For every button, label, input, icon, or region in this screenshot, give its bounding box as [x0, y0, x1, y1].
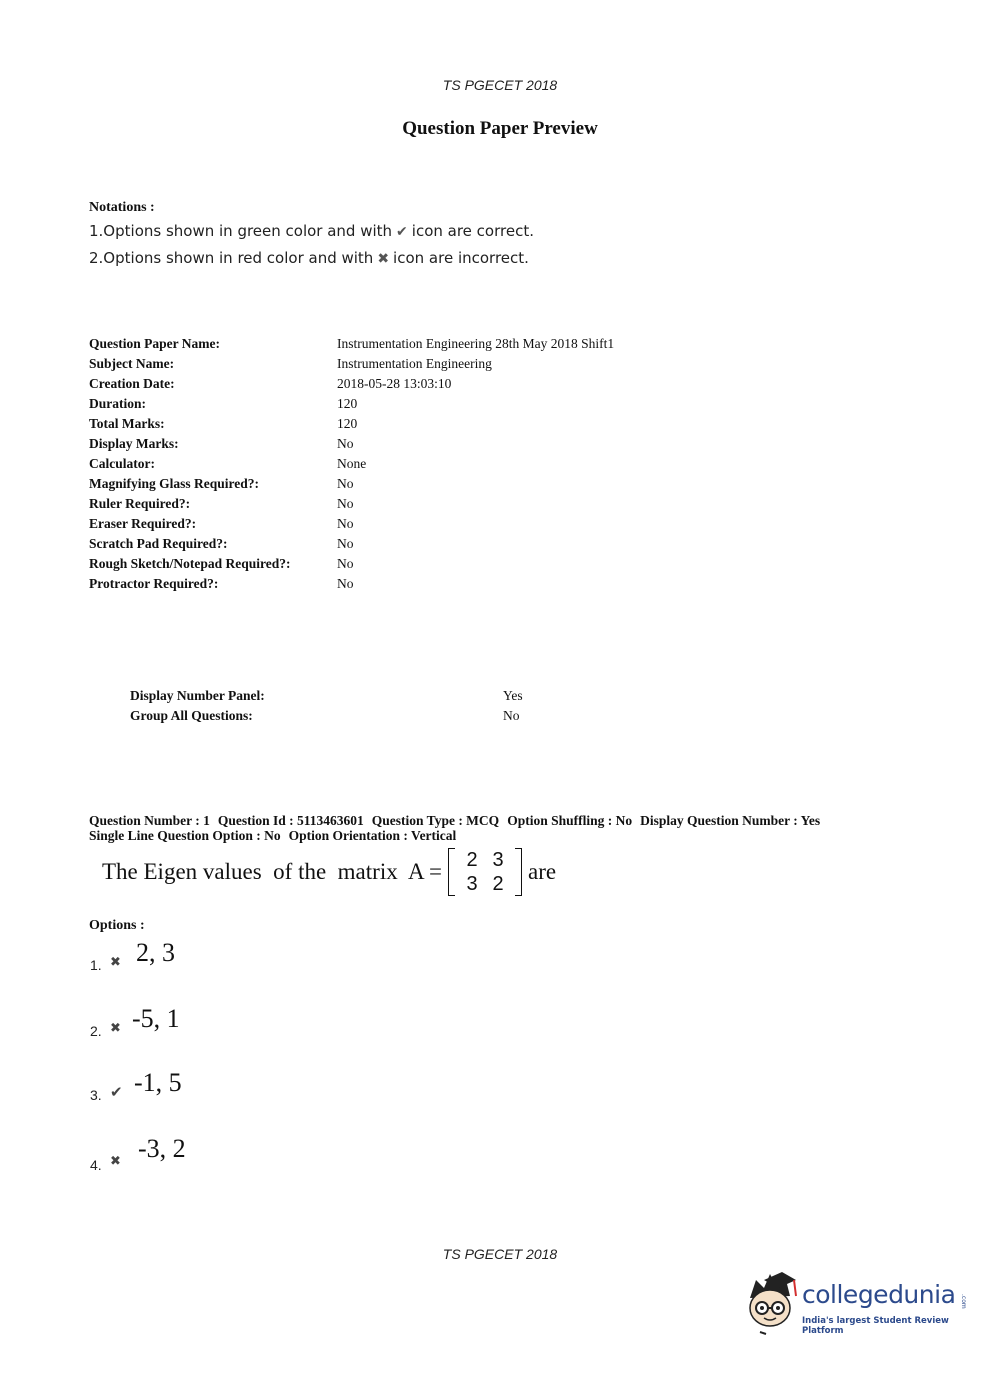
mascot-icon [742, 1270, 798, 1336]
notation-text: icon are correct. [411, 222, 534, 240]
matrix-entry: 3 [466, 873, 478, 895]
check-icon: ✔ [396, 224, 408, 240]
info-value: No [337, 476, 354, 491]
info-value: No [337, 576, 354, 591]
info-value: No [337, 496, 354, 511]
matrix-left-bracket [448, 848, 455, 896]
info-value: 120 [337, 396, 358, 411]
cross-icon: ✖ [110, 1153, 121, 1168]
info-label: Ruler Required?: [89, 496, 191, 511]
option-text: -1, 5 [134, 1068, 182, 1097]
info-value: Instrumentation Engineering [337, 356, 492, 371]
info-value: 2018-05-28 13:03:10 [337, 376, 452, 391]
cross-icon: ✖ [377, 251, 390, 267]
option-text: -5, 1 [132, 1004, 180, 1033]
info-label: Display Marks: [89, 436, 179, 451]
info-value: No [337, 516, 354, 531]
panel-value: No [503, 708, 520, 723]
question-meta-line1 [89, 813, 828, 828]
display-question-number: Display Question Number : Yes [640, 813, 821, 828]
question-text-before: The Eigen values of the matrix A = [102, 859, 443, 884]
notation-line-incorrect [89, 249, 529, 267]
question-text-after: are [528, 859, 557, 884]
footer-exam-tag: TS PGECET 2018 [442, 1246, 558, 1262]
collegedunia-logo [742, 1270, 972, 1340]
cross-icon: ✖ [110, 1020, 121, 1035]
notations-heading: Notations : [89, 200, 155, 215]
matrix-entries [455, 848, 515, 896]
option-number: 2. [90, 1023, 102, 1039]
header-exam-tag: TS PGECET 2018 [442, 77, 558, 93]
logo-tagline: India's largest Student Review Platform [802, 1316, 949, 1336]
option-shuffling: Option Shuffling : No [507, 813, 633, 828]
page-title: Question Paper Preview [402, 118, 598, 139]
info-label: Creation Date: [89, 376, 175, 391]
info-label: Scratch Pad Required?: [89, 536, 228, 551]
info-value: No [337, 556, 354, 571]
cross-icon: ✖ [110, 954, 121, 969]
panel-value: Yes [503, 688, 523, 703]
info-label: Question Paper Name: [89, 336, 220, 351]
notation-text: 1.Options shown in green color and with [89, 222, 393, 240]
matrix-right-bracket [515, 848, 522, 896]
notation-text: icon are incorrect. [393, 249, 529, 267]
info-label: Subject Name: [89, 356, 175, 371]
option-orientation: Option Orientation : Vertical [288, 828, 457, 843]
info-label: Protractor Required?: [89, 576, 219, 591]
panel-label: Display Number Panel: [130, 688, 265, 703]
question-id: Question Id : 5113463601 [217, 813, 364, 828]
matrix-entry: 2 [466, 849, 478, 871]
notation-text: 2.Options shown in red color and with [89, 249, 374, 267]
question-type: Question Type : MCQ [371, 813, 500, 828]
info-value: None [337, 456, 367, 471]
logo-wordmark: collegedunia [802, 1280, 956, 1309]
option-text: 2, 3 [136, 938, 175, 967]
info-label: Total Marks: [89, 416, 165, 431]
single-line-option: Single Line Question Option : No [89, 828, 281, 843]
logo-tld: .com [960, 1294, 967, 1309]
option-number: 4. [90, 1157, 102, 1173]
matrix-entry: 2 [492, 873, 504, 895]
matrix-entry: 3 [492, 849, 504, 871]
info-value: No [337, 436, 354, 451]
option-text: -3, 2 [138, 1134, 186, 1163]
options-heading: Options : [89, 918, 145, 933]
info-value: No [337, 536, 354, 551]
info-label: Calculator: [89, 456, 155, 471]
option-number: 3. [90, 1087, 102, 1103]
info-value: Instrumentation Engineering 28th May 2018 Shift1 [337, 336, 615, 351]
info-label: Duration: [89, 396, 146, 411]
question-meta-line2 [89, 828, 464, 843]
info-label: Rough Sketch/Notepad Required?: [89, 556, 291, 571]
question-text [102, 848, 556, 896]
panel-label: Group All Questions: [130, 708, 253, 723]
info-label: Eraser Required?: [89, 516, 197, 531]
info-label: Magnifying Glass Required?: [89, 476, 260, 491]
info-value: 120 [337, 416, 358, 431]
matrix-a [448, 848, 522, 896]
check-icon: ✔ [110, 1085, 123, 1101]
option-number: 1. [90, 957, 102, 973]
notation-line-correct [89, 222, 534, 240]
question-number: Question Number : 1 [89, 813, 210, 828]
